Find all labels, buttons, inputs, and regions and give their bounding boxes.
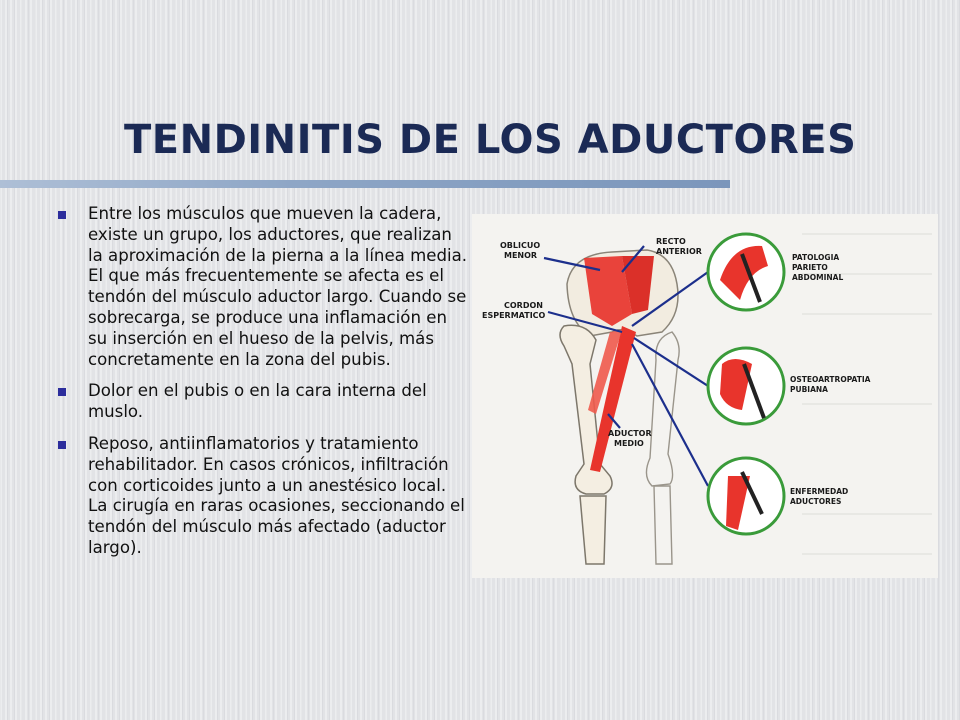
title-underline-bar [0,180,730,188]
inset-label: PATOLOGIA [792,253,840,262]
label-espermatico: ESPERMATICO [482,311,546,320]
inset-label: OSTEOARTROPATIA [790,375,871,384]
inset-label: PUBIANA [790,385,828,394]
slide-title: TENDINITIS DE LOS ADUCTORES [124,117,857,163]
bullet-item [56,381,468,423]
bullet-text: Dolor en el pubis o en la cara interna del muslo. [88,381,427,422]
bullet-item [56,204,468,370]
label-anterior: ANTERIOR [656,247,702,256]
square-bullet-icon [58,441,66,449]
inset-osteoarthropathy [708,348,871,424]
inset-label: ABDOMINAL [792,273,844,282]
bullet-text: Reposo, antiinflamatorios y tratamiento rehabilitador. En casos crónicos, infiltración con corticoides junto a un anestésico local. La cirugía en raras ocasiones, seccionando el tendón del músculo más afectado (aductor largo). [88,433,465,557]
label-cordon: CORDON [504,301,543,310]
scan-texture [802,234,932,554]
label-aductor: ADUCTOR [608,429,652,438]
bullet-text: Entre los músculos que mueven la cadera, existe un grupo, los aductores, que realizan la aproximación de la pierna a la línea media. El que más frecuentemente se afecta es el tendón del músculo aductor largo. Cuando se sobrecarga, se produce una inflamación en su inserción en el hueso de la pelvis, más concretamente en la zona del pubis. [88,204,468,369]
tibia-outline-back [654,486,672,564]
anatomy-drawing [472,214,938,578]
bullet-list [56,204,468,570]
label-medio: MEDIO [614,439,644,448]
label-recto: RECTO [656,237,686,246]
inset-adductor-disease [708,458,848,534]
femur-outline-back [646,332,679,486]
inset-pathology-abdominal [708,234,843,310]
label-menor: MENOR [504,251,538,260]
inset-label: PARIETO [792,263,828,272]
tibia-bone [580,496,606,564]
inset-label: ADUCTORES [790,497,842,506]
anatomy-illustration [472,214,938,578]
label-oblicuo: OBLICUO [500,241,541,250]
bullet-item [56,434,468,559]
square-bullet-icon [58,388,66,396]
inset-label: ENFERMEDAD [790,487,849,496]
square-bullet-icon [58,211,66,219]
